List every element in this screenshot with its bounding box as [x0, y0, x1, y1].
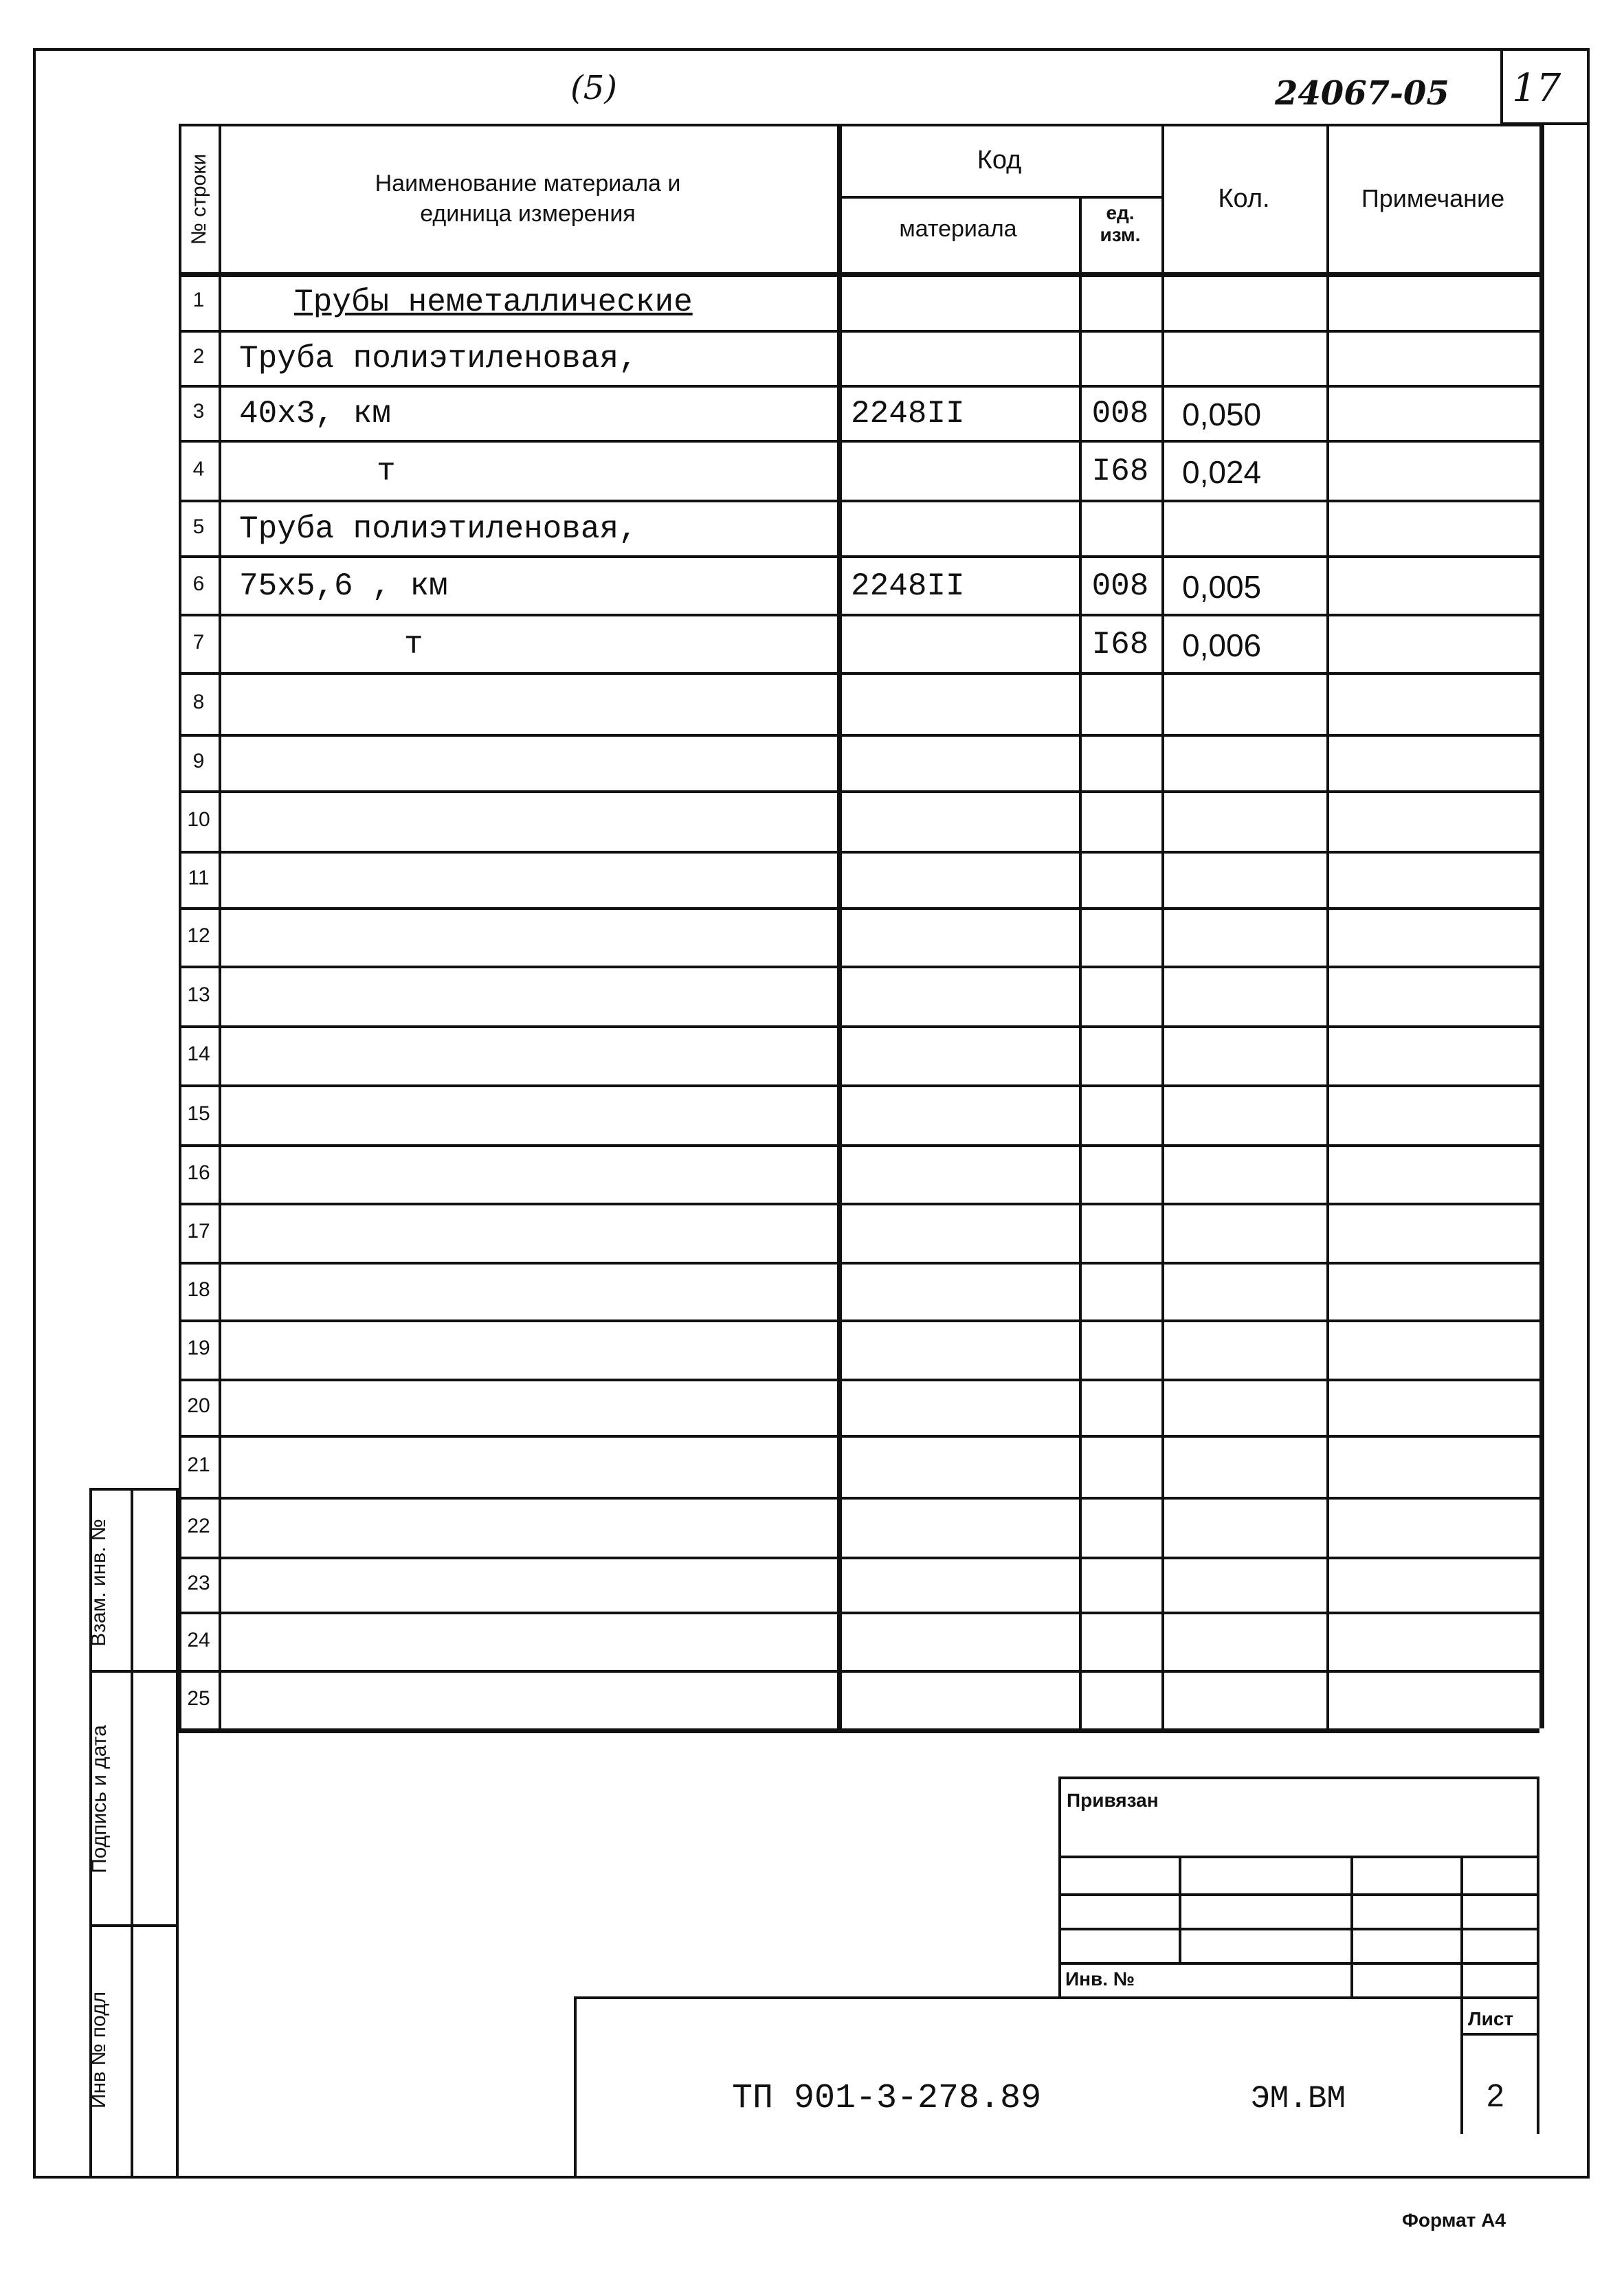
row-line — [179, 614, 1539, 616]
row-number: 8 — [192, 691, 205, 713]
title-block-col-2 — [1350, 1856, 1353, 1996]
row-number: 11 — [188, 867, 210, 889]
header-row-number: № строки — [188, 153, 210, 245]
row-name: 40х3, км — [239, 396, 391, 432]
row-line — [179, 1435, 1539, 1438]
inv-no-label: Инв. № — [1065, 1968, 1135, 1990]
row-number: 17 — [187, 1220, 210, 1243]
side-stamp-inner-line — [131, 1488, 133, 2179]
column-line — [837, 124, 842, 1728]
row-line — [179, 1084, 1539, 1087]
row-line — [179, 790, 1539, 793]
row-line — [179, 1670, 1539, 1673]
row-number: 16 — [187, 1161, 210, 1184]
row-line — [179, 440, 1539, 443]
header-bottom-line — [179, 272, 1539, 277]
row-line — [179, 851, 1539, 854]
row-number: 1 — [192, 289, 205, 311]
row-number: 6 — [192, 572, 205, 595]
row-line — [179, 907, 1539, 910]
row-number: 19 — [187, 1337, 210, 1359]
row-number: 7 — [192, 630, 205, 654]
inv-replace-label: Взам. инв. № — [87, 1519, 110, 1647]
row-line — [179, 1497, 1539, 1500]
row-name: 75х5,6 , км — [239, 568, 448, 604]
row-line — [179, 555, 1539, 558]
row-line — [179, 500, 1539, 502]
document-number: 24067-05 — [1275, 74, 1449, 113]
row-number: 3 — [192, 400, 205, 423]
header-quantity: Кол. — [1218, 184, 1270, 213]
title-block-line-3 — [1058, 1928, 1539, 1930]
row-quantity: 0,050 — [1182, 397, 1262, 432]
designation: ТП 901-3-278.89 — [732, 2079, 1042, 2118]
title-block-line-1 — [1058, 1856, 1539, 1858]
row-number: 2 — [192, 345, 205, 368]
title-block-col-3 — [1460, 1856, 1463, 2134]
row-number: 20 — [187, 1394, 210, 1417]
header-note: Примечание — [1361, 184, 1505, 212]
column-line — [1161, 124, 1164, 1728]
linked-label: Привязан — [1067, 1790, 1159, 1811]
row-quantity: 0,006 — [1182, 627, 1262, 663]
title-block-top-line — [1058, 1777, 1539, 1779]
row-number: 9 — [192, 750, 205, 772]
row-unit: I68 — [1091, 453, 1149, 489]
row-number: 22 — [187, 1514, 210, 1537]
column-line — [1539, 124, 1544, 1728]
row-line — [179, 1262, 1539, 1265]
row-material-code: 2248II — [851, 396, 965, 432]
column-line — [219, 124, 221, 1728]
row-line — [179, 385, 1539, 388]
row-line — [179, 1025, 1539, 1028]
title-block-right-line — [1537, 1777, 1539, 2134]
header-name-line2: единица измерения — [420, 201, 636, 227]
sign-date-label: Подпись и дата — [88, 1725, 111, 1873]
row-number: 12 — [187, 924, 210, 947]
title-block-col-1 — [1179, 1856, 1181, 1962]
format-label: Формат А4 — [1402, 2209, 1506, 2231]
sheet-label-line — [1460, 2033, 1539, 2036]
row-unit: 008 — [1091, 568, 1149, 604]
row-number: 4 — [192, 457, 205, 480]
side-stamp-line-1 — [89, 1670, 179, 1673]
row-number: 10 — [187, 808, 210, 831]
sheet-number: 2 — [1487, 2078, 1504, 2113]
row-name: т — [404, 626, 423, 662]
title-block-line-2 — [1058, 1893, 1539, 1896]
row-name: Трубы неметаллические — [294, 285, 693, 320]
header-unit-line2: изм. — [1100, 224, 1141, 245]
row-line — [179, 1557, 1539, 1559]
row-line — [179, 734, 1539, 737]
page-number: 17 — [1512, 66, 1561, 111]
row-number: 15 — [187, 1102, 210, 1125]
row-quantity: 0,005 — [1182, 568, 1262, 605]
designation-top-line — [574, 1996, 1539, 1999]
code-split-line — [837, 196, 1161, 199]
row-number: 24 — [187, 1628, 210, 1651]
row-number: 5 — [192, 515, 205, 538]
row-line — [179, 1319, 1539, 1322]
inv-orig-label: Инв № подл — [87, 1991, 110, 2109]
title-block-line-4 — [1058, 1962, 1539, 1965]
header-material-code: материала — [899, 216, 1017, 242]
row-name: т — [377, 453, 396, 489]
column-line — [1326, 124, 1329, 1728]
row-line — [179, 966, 1539, 968]
row-quantity: 0,024 — [1182, 454, 1262, 490]
row-line — [179, 1612, 1539, 1614]
row-name: Труба полиэтиленовая, — [239, 511, 638, 547]
header-top-line — [179, 124, 1539, 126]
row-line — [179, 1728, 1539, 1731]
top-mark: (5) — [570, 69, 617, 107]
designation-left-line — [574, 1996, 577, 2179]
row-line — [179, 1144, 1539, 1147]
row-line — [179, 672, 1539, 675]
row-number: 23 — [187, 1572, 210, 1594]
row-unit: 008 — [1091, 396, 1149, 432]
row-line — [179, 1203, 1539, 1205]
row-number: 25 — [187, 1686, 210, 1710]
row-material-code: 2248II — [851, 568, 965, 604]
row-unit: I68 — [1091, 626, 1149, 662]
row-line — [179, 330, 1539, 333]
row-number: 18 — [187, 1278, 210, 1301]
header-unit-line1: ед. — [1106, 202, 1135, 223]
row-number: 13 — [187, 983, 210, 1006]
row-line — [179, 1379, 1539, 1381]
row-number: 21 — [187, 1454, 210, 1476]
header-code: Код — [977, 146, 1022, 175]
mark-code: ЭМ.ВМ — [1251, 2081, 1346, 2117]
sheet-label: Лист — [1468, 2008, 1514, 2029]
row-number: 14 — [187, 1043, 210, 1065]
side-stamp-line-2 — [89, 1924, 179, 1927]
header-name-line1: Наименование материала и — [375, 170, 681, 197]
row-name: Труба полиэтиленовая, — [239, 341, 638, 377]
